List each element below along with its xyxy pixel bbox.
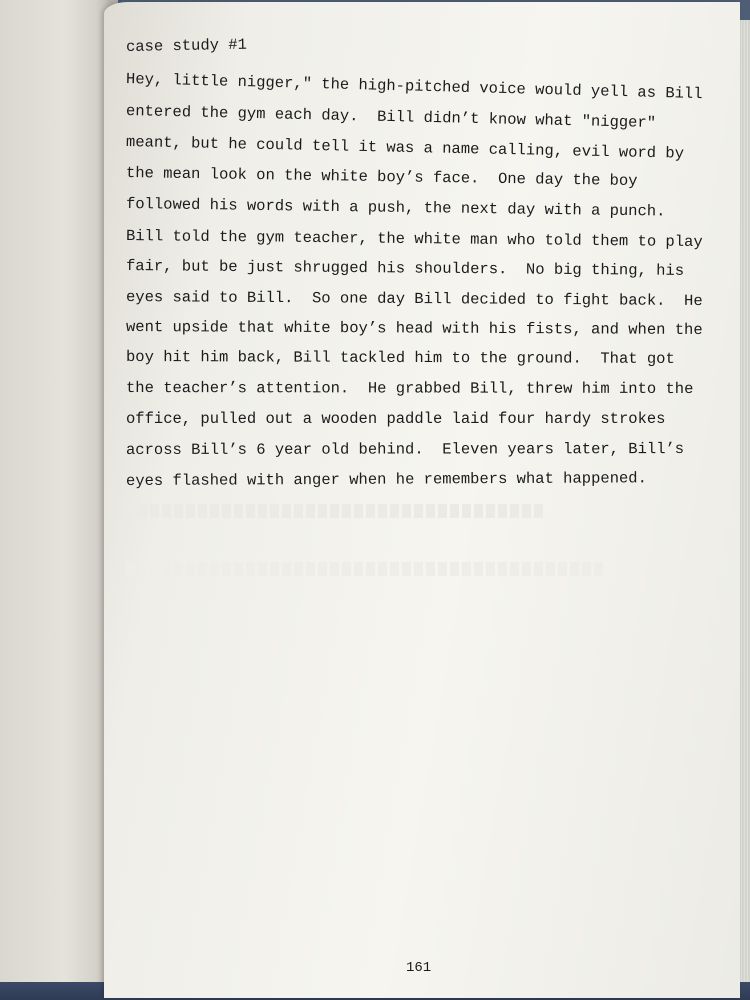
text-line: office, pulled out a wooden paddle laid four hardy strokes [126, 410, 666, 428]
show-through-text [126, 504, 546, 518]
text-line: Bill told the gym teacher, the white man who told them to play [125, 227, 703, 252]
text-line: meant, but he could tell it was a name calling, evil word by [125, 133, 685, 163]
text-line: the mean look on the white boy’s face. One day the boy [125, 164, 638, 191]
text-line: followed his words with a push, the next day with a punch. [125, 195, 666, 221]
text-line: eyes flashed with anger when he remembers what happened. [125, 469, 647, 490]
text-line: went upside that white boy’s head with his fists, and when the [125, 318, 703, 340]
text-line: Hey, little nigger," the high-pitched voice would yell as Bill [125, 70, 703, 104]
case-study-heading: case study #1 [125, 35, 248, 56]
text-line: across Bill’s 6 year old behind. Eleven years later, Bill’s [125, 440, 685, 459]
page-number: 161 [406, 960, 432, 976]
show-through-text [126, 562, 606, 576]
text-line: eyes said to Bill. So one day Bill decided to fight back. He [125, 288, 703, 311]
text-line: fair, but be just shrugged his shoulders. No big thing, his [125, 257, 685, 280]
text-line: boy hit him back, Bill tackled him to the ground. That got [125, 348, 675, 368]
text-line: the teacher’s attention. He grabbed Bill, threw him into the [125, 379, 694, 398]
book-page [104, 2, 740, 998]
text-line: entered the gym each day. Bill didn’t know what "nigger" [125, 102, 657, 133]
